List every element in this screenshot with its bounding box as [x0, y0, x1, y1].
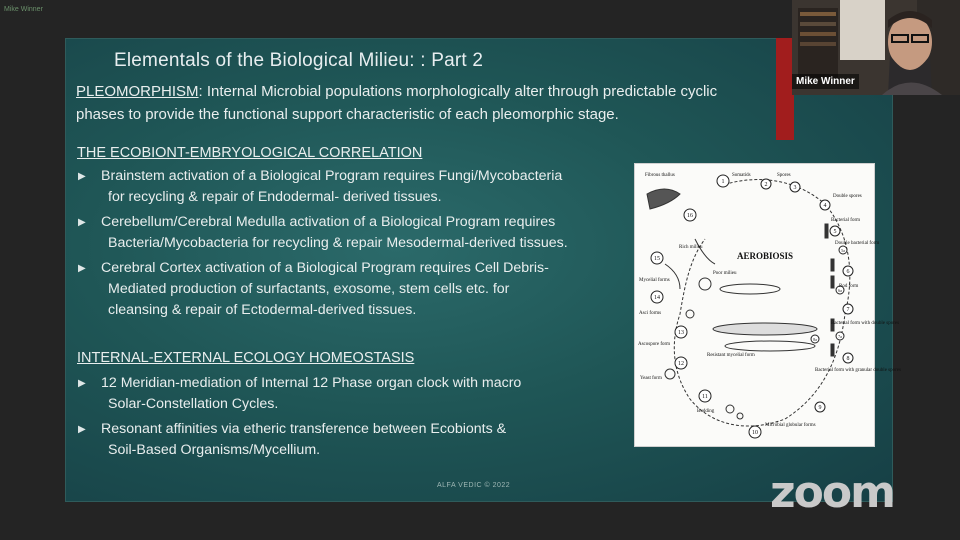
bullet-item	[78, 212, 648, 254]
bullet-item	[78, 166, 648, 208]
bullet-line: Cerebral Cortex activation of a Biological Program requires Cell Debris-	[101, 260, 549, 276]
top-left-label: Mike Winner	[4, 6, 43, 13]
label-yeast-form: Yeast form	[640, 376, 662, 381]
pleomorphic-cycle-diagram	[634, 163, 901, 447]
cycle-diagram-svg	[635, 164, 901, 446]
bullet-arrow-icon: ▶	[78, 171, 86, 182]
svg-text:4: 4	[823, 203, 827, 209]
slide-footer: ALFA VEDIC © 2022	[437, 482, 511, 489]
svg-text:8: 8	[846, 356, 850, 362]
label-microbial-globular-forms: Microbial globular forms	[765, 423, 816, 428]
label-bacterial-form-granular: Bacterial form with granular double spores	[815, 368, 901, 373]
bullet-arrow-icon: ▶	[78, 263, 86, 274]
svg-text:5: 5	[833, 229, 837, 235]
label-bacterial-form-double-spores: Bacterial form with double spores	[831, 321, 900, 326]
svg-text:6a: 6a	[838, 288, 842, 293]
bullet-item	[78, 373, 648, 415]
label-spores: Spores	[777, 173, 791, 178]
bullet-line: cleansing & repair of Ectodermal-derived tissues.	[108, 302, 417, 318]
label-double-bacterial-form: Double bacterial form	[835, 241, 880, 246]
pleomorphism-term: PLEOMORPHISM	[76, 83, 199, 100]
svg-text:6: 6	[846, 269, 850, 275]
ecology-bullet-list	[78, 373, 648, 465]
label-ascospore-form: Ascospore form	[638, 342, 671, 347]
label-budding: Budding	[697, 409, 715, 414]
label-resistant-mycelial-form: Resistant mycelial form	[707, 353, 755, 358]
svg-text:15: 15	[654, 256, 660, 262]
svg-text:1: 1	[721, 179, 725, 185]
diagram-labels	[638, 173, 901, 428]
bullet-line: Cerebellum/Cerebral Medulla activation of a Biological Program requires	[101, 214, 556, 230]
label-double-spores: Double spores	[833, 194, 862, 199]
label-poor-milieu: Poor milieu	[713, 271, 737, 276]
bullet-arrow-icon: ▶	[78, 217, 86, 228]
bullet-line: Bacteria/Mycobacteria for recycling & repair Mesodermal-derived tissues.	[108, 235, 568, 251]
svg-text:10: 10	[752, 430, 758, 436]
bullet-arrow-icon: ▶	[78, 378, 86, 389]
svg-text:2: 2	[764, 182, 768, 188]
pleomorphism-paragraph	[76, 80, 766, 126]
ecobiont-bullet-list	[78, 166, 648, 325]
section-heading-ecobiont: THE ECOBIONT-EMBRYOLOGICAL CORRELATION	[77, 145, 423, 161]
bullet-line: Solar-Constellation Cycles.	[108, 396, 279, 412]
bullet-line: for recycling & repair of Endodermal- derived tissues.	[108, 189, 442, 205]
bullet-line: Mediated production of surfactants, exosome, stem cells etc. for	[108, 281, 510, 297]
label-mycelial-forms: Mycelial forms	[639, 278, 670, 283]
svg-text:7a: 7a	[838, 334, 842, 339]
label-rich-milieu: Rich milieu	[679, 245, 703, 250]
label-somatids: Somatids	[732, 173, 751, 178]
zoom-logo: zoom	[770, 467, 894, 518]
bullet-line: Brainstem activation of a Biological Program requires Fungi/Mycobacteria	[101, 168, 563, 184]
pleomorphism-text: : Internal Microbial populations morphologically alter through predictable cyclic phases to provide the functional support characteristic of each pleomorphic stage.	[76, 83, 718, 123]
svg-text:8a: 8a	[813, 337, 817, 342]
svg-text:13: 13	[678, 330, 684, 336]
svg-text:5a: 5a	[841, 248, 845, 253]
label-rod-form: Rod form	[839, 284, 859, 289]
svg-text:12: 12	[678, 361, 684, 367]
svg-text:9: 9	[818, 405, 822, 411]
organism-sketches	[647, 189, 834, 419]
bullet-line: Soil-Based Organisms/Mycellium.	[108, 442, 321, 458]
label-bacterial-form: Bacterial form	[831, 218, 861, 223]
diagram-center-label: AEROBIOSIS	[737, 251, 794, 261]
bullet-line: Resonant affinities via etheric transference between Ecobionts &	[101, 421, 507, 437]
svg-text:7: 7	[846, 307, 850, 313]
slide-title: Elementals of the Biological Milieu: : Part 2	[114, 50, 484, 71]
cycle-path	[674, 180, 850, 427]
svg-text:14: 14	[654, 295, 660, 301]
svg-text:16: 16	[687, 213, 693, 219]
svg-text:11: 11	[702, 394, 708, 400]
bullet-line: 12 Meridian-mediation of Internal 12 Phase organ clock with macro	[101, 375, 522, 391]
participant-name-tag: Mike Winner	[792, 74, 859, 89]
bullet-item	[78, 258, 648, 321]
label-asci-forms: Asci forms	[639, 311, 662, 316]
stage-markers	[651, 175, 853, 438]
section-heading-ecology: INTERNAL-EXTERNAL ECOLOGY HOMEOSTASIS	[77, 350, 415, 366]
bullet-item	[78, 419, 648, 461]
svg-text:3: 3	[793, 185, 797, 191]
bullet-arrow-icon: ▶	[78, 424, 86, 435]
label-fibrous-thallus: Fibrous thallus	[645, 173, 675, 178]
